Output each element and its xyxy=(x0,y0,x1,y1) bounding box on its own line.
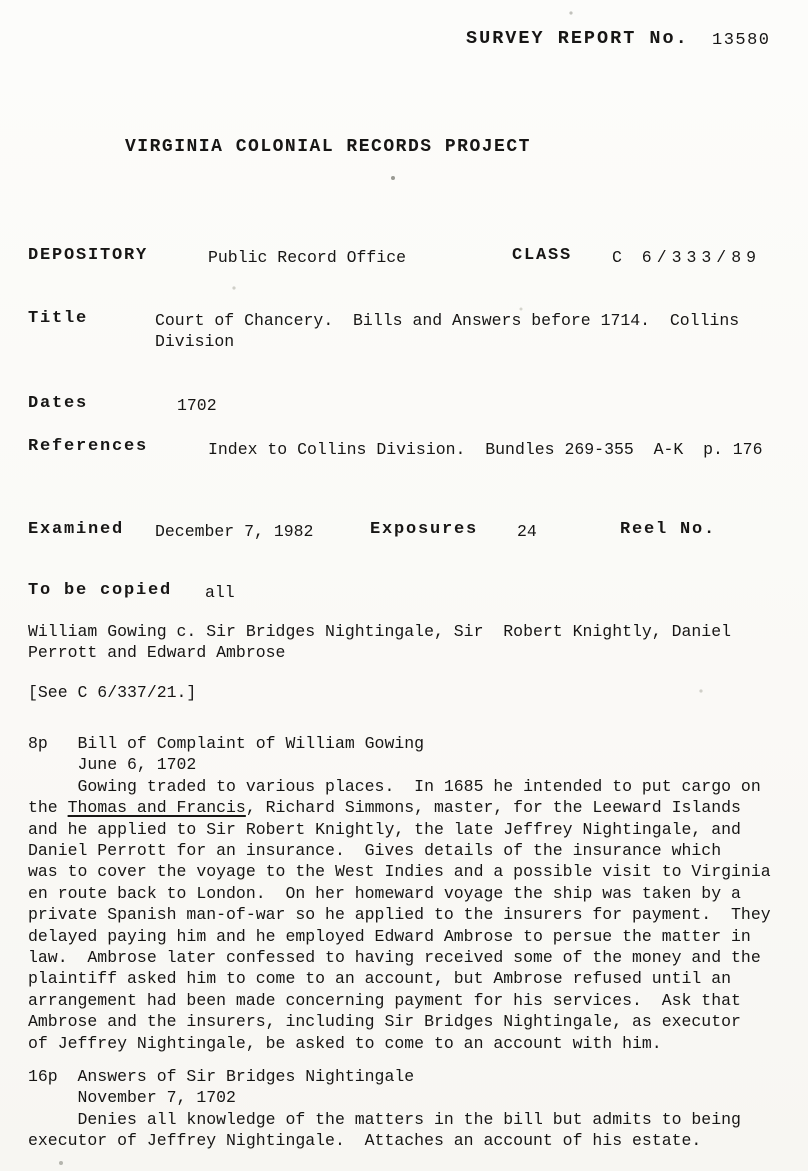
title-value-line2: Division xyxy=(155,332,235,351)
body-line: of Jeffrey Nightingale, be asked to come to an account with him. xyxy=(28,1033,662,1053)
to-be-copied-label: To be copied xyxy=(28,581,173,600)
depository-value: Public Record Office xyxy=(208,248,407,267)
examined-value: December 7, 1982 xyxy=(155,522,314,541)
references-row xyxy=(0,437,808,461)
body-line: Ambrose and the insurers, including Sir Bridges Nightingale, as executor xyxy=(28,1012,741,1032)
exposures-value: 24 xyxy=(517,522,537,541)
body-line: June 6, 1702 xyxy=(28,755,197,775)
to-be-copied-value: all xyxy=(205,583,235,602)
body-line: law. Ambrose later confessed to having received some of the money and the xyxy=(28,948,761,968)
body-line: 16p Answers of Sir Bridges Nightingale xyxy=(28,1067,415,1086)
title-label: Title xyxy=(28,309,89,328)
body-line: en route back to London. On her homeward voyage the ship was taken by a xyxy=(28,883,741,903)
examined-row xyxy=(0,520,808,544)
case-heading-line: Perrott and Edward Ambrose xyxy=(28,643,286,663)
references-label: References xyxy=(28,437,149,456)
survey-report-number: 13580 xyxy=(712,31,771,50)
ship-line-post: , Richard Simmons, master, for the Leeward Islands xyxy=(245,798,741,818)
depository-row xyxy=(0,246,808,270)
reel-no-label: Reel No. xyxy=(620,520,717,539)
ship-name-underlined: Thomas and Francis xyxy=(67,798,246,818)
case-heading xyxy=(28,621,731,664)
to-be-copied-row xyxy=(0,581,808,605)
body-line: plaintiff asked him to come to an account, but Ambrose refused until an xyxy=(28,969,732,989)
project-title: VIRGINIA COLONIAL RECORDS PROJECT xyxy=(125,137,531,157)
class-label: CLASS xyxy=(512,246,573,265)
report-header-row xyxy=(0,28,808,52)
body-line: private Spanish man-of-war so he applied to the insurers for payment. They xyxy=(28,905,771,925)
body-line: delayed paying him and he employed Edward Ambrose to persue the matter in xyxy=(28,926,751,946)
case-heading-line: William Gowing c. Sir Bridges Nightingale, Sir Robert Knightly, Daniel xyxy=(28,622,732,641)
body-line: and he applied to Sir Robert Knightly, the late Jeffrey Nightingale, and xyxy=(28,819,741,839)
body-line: Denies all knowledge of the matters in the bill but admits to being xyxy=(28,1109,741,1129)
title-value-line1: Court of Chancery. Bills and Answers before 1714. Collins xyxy=(155,311,740,330)
dates-label: Dates xyxy=(28,394,89,413)
entry-answers xyxy=(28,1066,741,1152)
scan-speckles xyxy=(0,0,2,2)
depository-label: DEPOSITORY xyxy=(28,246,149,265)
project-title-row xyxy=(0,137,808,161)
entry-bill-of-complaint xyxy=(28,733,771,1054)
cross-reference-line: [See C 6/337/21.] xyxy=(28,683,197,702)
survey-report-no-label: SURVEY REPORT No. xyxy=(466,28,689,49)
body-line: 8p Bill of Complaint of William Gowing xyxy=(28,734,425,753)
body-line: executor of Jeffrey Nightingale. Attaches an account of his estate. xyxy=(28,1131,702,1151)
body-line: Gowing traded to various places. In 1685 he intended to put cargo on xyxy=(28,776,761,796)
cross-reference xyxy=(28,682,196,703)
examined-label: Examined xyxy=(28,520,125,539)
body-line: November 7, 1702 xyxy=(28,1088,236,1108)
references-value: Index to Collins Division. Bundles 269-355 A-K p. 176 xyxy=(208,440,763,459)
exposures-label: Exposures xyxy=(370,520,479,539)
ship-line-pre: the xyxy=(28,798,68,818)
body-line: was to cover the voyage to the West Indies and a possible visit to Virginia xyxy=(28,862,771,882)
dates-value: 1702 xyxy=(177,396,217,415)
body-line: Daniel Perrott for an insurance. Gives details of the insurance which xyxy=(28,841,722,861)
class-value: C 6/333/89 xyxy=(612,248,762,267)
body-line: arrangement had been made concerning payment for his services. Ask that xyxy=(28,990,741,1010)
body-line-ship xyxy=(28,797,771,818)
dates-row xyxy=(0,394,808,418)
title-row xyxy=(0,309,808,351)
